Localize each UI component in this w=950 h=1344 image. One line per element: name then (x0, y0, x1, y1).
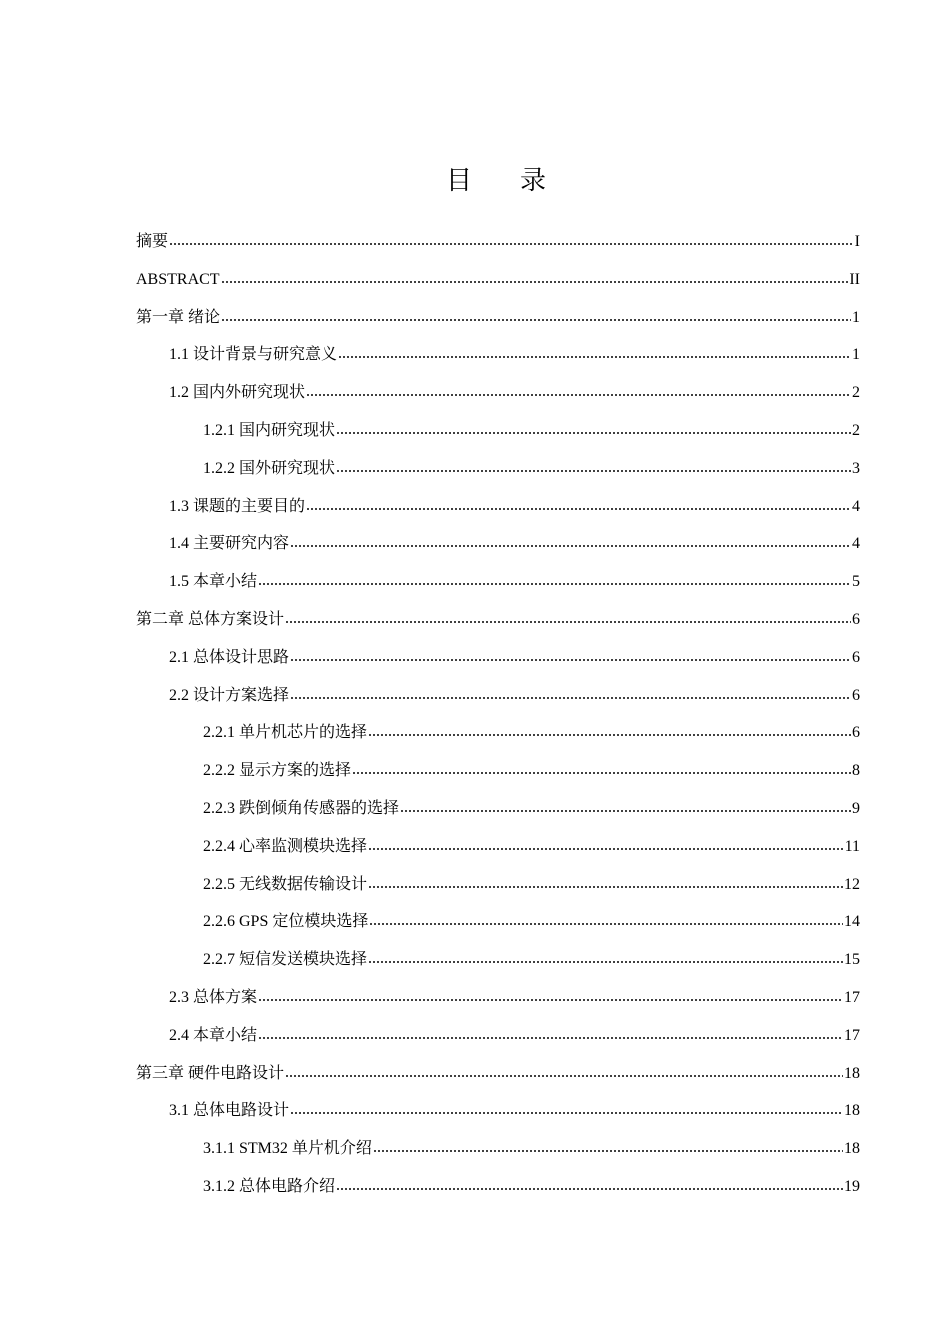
toc-entry-page: 15 (844, 951, 860, 969)
toc-entry-page: II (849, 270, 860, 288)
toc-entry-label: 1.1 设计背景与研究意义 (169, 346, 338, 364)
toc-entry-page: 6 (852, 648, 860, 666)
toc-entry-page: 1 (852, 346, 860, 364)
toc-title: 目录 (445, 166, 594, 196)
dot-leader (368, 960, 843, 964)
toc-entry-label: 2.4 本章小结 (169, 1026, 258, 1044)
toc-entry-page: 18 (844, 1102, 860, 1120)
dot-leader (258, 1036, 843, 1040)
toc-entry-label: 第二章 总体方案设计 (136, 610, 285, 628)
toc-entry-label: 2.2.3 跌倒倾角传感器的选择 (203, 799, 400, 817)
toc-entry[interactable] (136, 910, 860, 948)
toc-entry-page: 3 (852, 459, 860, 477)
toc-entry[interactable] (136, 1024, 860, 1062)
toc-entry-page: 19 (844, 1177, 860, 1195)
toc-entry-page: 4 (852, 535, 860, 553)
dot-leader (290, 1111, 843, 1115)
toc-entry[interactable] (136, 759, 860, 797)
toc-entry-label: 1.5 本章小结 (169, 573, 258, 591)
toc-entry-page: 18 (844, 1064, 860, 1082)
toc-entry-page: 8 (852, 762, 860, 780)
dot-leader (336, 431, 851, 435)
toc-entry[interactable] (136, 306, 860, 344)
toc-entry-label: 2.2 设计方案选择 (169, 686, 290, 704)
dot-leader (400, 809, 851, 813)
toc-entry[interactable] (136, 570, 860, 608)
toc-entry-label: 2.2.6 GPS 定位模块选择 (203, 913, 369, 931)
toc-entry-page: 2 (852, 421, 860, 439)
dot-leader (368, 733, 851, 737)
dot-leader (306, 393, 851, 397)
toc-entry[interactable] (136, 646, 860, 684)
dot-leader (258, 998, 843, 1002)
dot-leader (336, 469, 851, 473)
dot-leader (336, 1187, 843, 1191)
table-of-contents (136, 230, 860, 1213)
dot-leader (221, 318, 851, 322)
toc-entry-page: 12 (844, 875, 860, 893)
toc-entry[interactable] (136, 835, 860, 873)
toc-entry[interactable] (136, 721, 860, 759)
toc-entry-label: ABSTRACT (136, 270, 220, 288)
toc-entry-label: 2.2.7 短信发送模块选择 (203, 951, 368, 969)
toc-entry-page: 14 (844, 913, 860, 931)
toc-entry-label: 3.1 总体电路设计 (169, 1102, 290, 1120)
toc-entry-page: 9 (852, 799, 860, 817)
dot-leader (290, 544, 851, 548)
dot-leader (290, 696, 851, 700)
toc-entry[interactable] (136, 948, 860, 986)
dot-leader (368, 885, 843, 889)
toc-entry[interactable] (136, 1062, 860, 1100)
toc-entry[interactable] (136, 532, 860, 570)
dot-leader (258, 582, 851, 586)
toc-entry[interactable] (136, 495, 860, 533)
toc-entry[interactable] (136, 1099, 860, 1137)
toc-entry-label: 1.2 国内外研究现状 (169, 384, 306, 402)
dot-leader (338, 355, 851, 359)
toc-entry-page: 1 (852, 308, 860, 326)
dot-leader (290, 658, 851, 662)
toc-entry-page: 17 (844, 988, 860, 1006)
toc-entry-page: 17 (844, 1026, 860, 1044)
toc-entry-label: 1.2.2 国外研究现状 (203, 459, 336, 477)
toc-entry[interactable] (136, 986, 860, 1024)
toc-entry-page: 6 (852, 686, 860, 704)
toc-entry[interactable] (136, 873, 860, 911)
dot-leader (352, 771, 851, 775)
toc-entry-label: 1.2.1 国内研究现状 (203, 421, 336, 439)
toc-entry[interactable] (136, 684, 860, 722)
toc-entry-label: 2.2.5 无线数据传输设计 (203, 875, 368, 893)
toc-entry[interactable] (136, 1175, 860, 1213)
toc-entry[interactable] (136, 608, 860, 646)
dot-leader (306, 507, 851, 511)
toc-entry-label: 第三章 硬件电路设计 (136, 1064, 285, 1082)
toc-entry-page: 11 (844, 837, 860, 855)
toc-entry[interactable] (136, 381, 860, 419)
toc-entry-label: 3.1.1 STM32 单片机介绍 (203, 1140, 372, 1158)
toc-entry-page: 2 (852, 384, 860, 402)
toc-entry-page: I (854, 233, 860, 250)
toc-entry-page: 4 (852, 497, 860, 515)
toc-entry-label: 1.4 主要研究内容 (169, 535, 290, 553)
dot-leader (368, 847, 844, 851)
toc-entry-page: 18 (844, 1140, 860, 1158)
toc-entry[interactable] (136, 419, 860, 457)
dot-leader (373, 1149, 843, 1153)
toc-entry[interactable] (136, 343, 860, 381)
toc-entry-label: 2.3 总体方案 (169, 988, 258, 1006)
toc-entry-page: 6 (852, 724, 860, 742)
toc-entry-page: 5 (852, 573, 860, 591)
dot-leader (369, 922, 843, 926)
dot-leader (285, 620, 851, 624)
toc-entry[interactable] (136, 797, 860, 835)
toc-entry-label: 2.1 总体设计思路 (169, 648, 290, 666)
toc-entry-label: 摘要 (136, 233, 169, 250)
toc-entry-label: 第一章 绪论 (136, 308, 221, 326)
toc-entry-label: 2.2.2 显示方案的选择 (203, 762, 352, 780)
toc-entry[interactable] (136, 457, 860, 495)
dot-leader (221, 280, 849, 284)
toc-entry-label: 1.3 课题的主要目的 (169, 497, 306, 515)
toc-entry[interactable] (136, 268, 860, 306)
dot-leader (285, 1074, 843, 1078)
toc-entry-page: 6 (852, 610, 860, 628)
toc-entry[interactable] (136, 1137, 860, 1175)
toc-entry-label: 2.2.4 心率监测模块选择 (203, 837, 368, 855)
toc-entry[interactable] (136, 230, 860, 268)
toc-entry-label: 2.2.1 单片机芯片的选择 (203, 724, 368, 742)
dot-leader (169, 242, 854, 246)
toc-entry-label: 3.1.2 总体电路介绍 (203, 1177, 336, 1195)
